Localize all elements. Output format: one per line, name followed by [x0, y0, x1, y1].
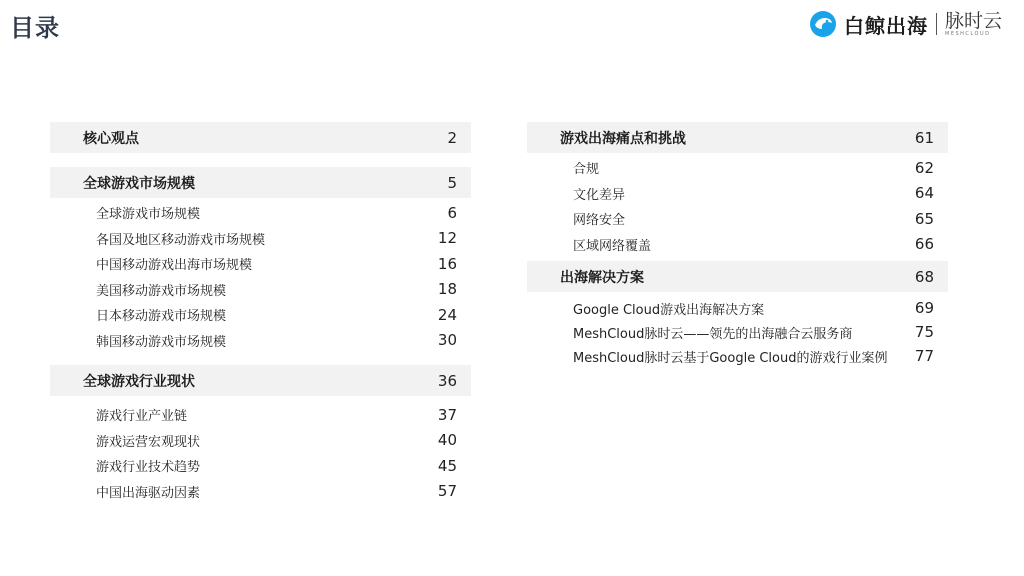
toc-item-page: 6 — [447, 203, 457, 222]
toc-item-title: 合规 — [573, 162, 600, 178]
toc-item-page: 69 — [914, 299, 934, 317]
brand-logo — [808, 6, 1002, 42]
toc-section-header[interactable] — [527, 122, 948, 153]
toc-item-title: 各国及地区移动游戏市场规模 — [96, 232, 266, 248]
toc-item[interactable] — [527, 344, 948, 368]
toc-section-title: 出海解决方案 — [560, 269, 644, 286]
toc-item-page: 37 — [437, 405, 457, 424]
toc-item-title: MeshCloud脉时云——领先的出海融合云服务商 — [573, 326, 853, 342]
toc-section-title: 全球游戏行业现状 — [83, 373, 195, 390]
toc-item-page: 64 — [914, 184, 934, 203]
logo-divider — [936, 13, 937, 35]
toc-item-page: 66 — [914, 235, 934, 254]
toc-item[interactable] — [50, 479, 471, 505]
whale-logo-icon — [808, 9, 838, 39]
toc-item-page: 30 — [437, 331, 457, 350]
toc-right-column — [527, 122, 948, 368]
toc-section-title: 全球游戏市场规模 — [83, 175, 195, 192]
toc-item-page: 77 — [914, 347, 934, 365]
toc-item-title: 美国移动游戏市场规模 — [96, 283, 227, 299]
toc-item[interactable] — [50, 251, 471, 277]
partner-name-en: MESHCLOUD — [945, 31, 991, 37]
toc-item-page: 75 — [914, 323, 934, 341]
toc-item-title: 全球游戏市场规模 — [96, 207, 201, 223]
toc-item-page: 62 — [914, 158, 934, 177]
toc-section-page: 68 — [914, 267, 934, 286]
toc-item-title: 网络安全 — [573, 213, 626, 229]
toc-item[interactable] — [50, 453, 471, 479]
toc-section-header[interactable] — [527, 261, 948, 292]
toc-section-page: 36 — [437, 371, 457, 390]
toc-item-title: 游戏行业产业链 — [96, 409, 188, 425]
toc-item-page: 40 — [437, 431, 457, 450]
toc-item-page: 65 — [914, 209, 934, 228]
partner-logo — [945, 11, 1002, 37]
toc-item-page: 16 — [437, 254, 457, 273]
toc-section — [527, 261, 948, 368]
toc-item[interactable] — [50, 226, 471, 252]
toc-item[interactable] — [50, 200, 471, 226]
page-title: 目录 — [10, 14, 60, 42]
toc-item[interactable] — [527, 232, 948, 258]
partner-name: 脉时云 — [945, 10, 1003, 32]
toc-item[interactable] — [50, 277, 471, 303]
toc-item-title: 中国出海驱动因素 — [96, 485, 201, 501]
toc-item-title: 日本移动游戏市场规模 — [96, 309, 227, 325]
toc-section-page: 61 — [914, 128, 934, 147]
toc-item-title: MeshCloud脉时云基于Google Cloud的游戏行业案例 — [573, 350, 888, 366]
toc-item[interactable] — [527, 296, 948, 320]
toc-item-page: 12 — [437, 229, 457, 248]
toc-section-page: 2 — [447, 128, 457, 147]
toc-item[interactable] — [527, 320, 948, 344]
toc-item-page: 18 — [437, 280, 457, 299]
toc-item-title: 区域网络覆盖 — [573, 238, 652, 254]
toc-section — [527, 122, 948, 257]
toc-section — [50, 365, 471, 504]
toc-item-title: Google Cloud游戏出海解决方案 — [573, 302, 765, 318]
toc-item-page: 24 — [437, 305, 457, 324]
toc-section-header[interactable] — [50, 122, 471, 153]
toc-section-header[interactable] — [50, 365, 471, 396]
toc-item[interactable] — [50, 402, 471, 428]
toc-item[interactable] — [50, 302, 471, 328]
toc-item[interactable] — [50, 328, 471, 354]
toc-section — [50, 122, 471, 153]
toc-item[interactable] — [527, 206, 948, 232]
toc-item[interactable] — [527, 155, 948, 181]
toc-item-title: 游戏运营宏观现状 — [96, 434, 201, 450]
toc-item-title: 韩国移动游戏市场规模 — [96, 334, 227, 350]
toc-item[interactable] — [527, 181, 948, 207]
brand-name: 白鲸出海 — [844, 13, 928, 38]
toc-section-header[interactable] — [50, 167, 471, 198]
toc-section — [50, 167, 471, 353]
toc-section-title: 游戏出海痛点和挑战 — [560, 130, 686, 147]
toc-item-page: 57 — [437, 482, 457, 501]
toc-section-title: 核心观点 — [83, 130, 139, 147]
toc-item[interactable] — [50, 428, 471, 454]
toc-section-page: 5 — [447, 173, 457, 192]
toc-left-column — [50, 122, 471, 504]
toc-item-title: 游戏行业技术趋势 — [96, 460, 201, 476]
toc-item-title: 文化差异 — [573, 187, 626, 203]
toc-item-title: 中国移动游戏出海市场规模 — [96, 258, 253, 274]
toc-item-page: 45 — [437, 456, 457, 475]
